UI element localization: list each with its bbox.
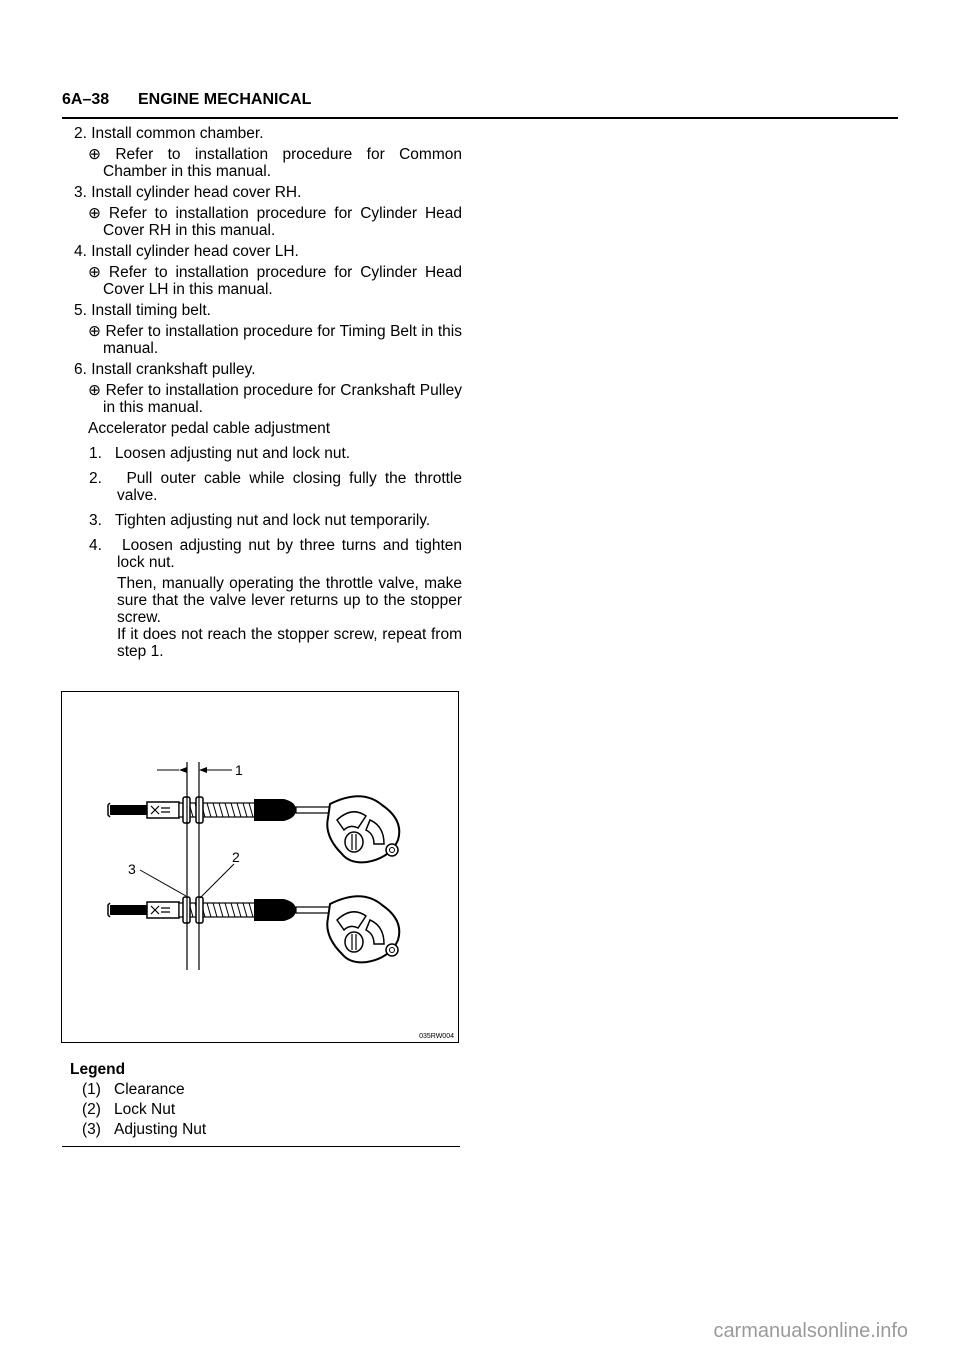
step-3 xyxy=(74,184,462,239)
step-text: 6. Install crankshaft pulley. xyxy=(74,361,256,378)
legend-label: Adjusting Nut xyxy=(114,1121,207,1138)
step-text: 4. Install cylinder head cover LH. xyxy=(74,243,299,260)
legend-number: (1) xyxy=(82,1081,101,1098)
bullet-text: Refer to installation procedure for Crankshaft Pulley in this manual. xyxy=(103,382,462,416)
procedure-column xyxy=(74,125,462,660)
adjustment-note: Then, manually operating the throttle valve, make sure that the valve lever returns up to the stopper screw. xyxy=(117,575,462,626)
cable-diagram-illustration xyxy=(62,692,458,1042)
figure-id: 035RW004 xyxy=(419,1033,454,1040)
legend-number: (2) xyxy=(82,1101,101,1118)
bullet-icon: ⊕ xyxy=(88,264,101,281)
bullet-icon: ⊕ xyxy=(88,323,101,340)
bullet-icon: ⊕ xyxy=(88,382,101,399)
step-bullet xyxy=(88,205,462,239)
step-5 xyxy=(74,302,462,357)
step-bullet xyxy=(88,382,462,416)
bullet-text: Refer to installation procedure for Cylinder Head Cover RH in this manual. xyxy=(103,205,463,239)
watermark: carmanualsonline.info xyxy=(713,1320,908,1342)
adjustment-item: 2. Pull outer cable while closing fully the throttle valve. xyxy=(89,470,462,504)
bullet-icon: ⊕ xyxy=(88,146,101,163)
bullet-text: Refer to installation procedure for Common Chamber in this manual. xyxy=(103,146,462,180)
legend-label: Lock Nut xyxy=(114,1101,176,1118)
step-bullet xyxy=(88,323,462,357)
legend-item xyxy=(82,1100,206,1120)
bullet-icon: ⊕ xyxy=(88,205,101,222)
adjustment-item: 1. Loosen adjusting nut and lock nut. xyxy=(89,445,351,462)
legend-label: Clearance xyxy=(114,1081,185,1098)
adjustment-item: 3. Tighten adjusting nut and lock nut temporarily. xyxy=(89,512,431,529)
cable-adjustment-figure xyxy=(61,691,459,1043)
legend-item xyxy=(82,1120,206,1140)
page-number: 6A–38 xyxy=(62,91,110,108)
step-2 xyxy=(74,125,462,180)
bullet-text: Refer to installation procedure for Cylinder Head Cover LH in this manual. xyxy=(103,264,463,298)
legend-number: (3) xyxy=(82,1121,101,1138)
step-bullet xyxy=(88,264,462,298)
step-bullet xyxy=(88,146,462,180)
callout-label-1: 1 xyxy=(235,762,243,778)
step-4 xyxy=(74,243,462,298)
legend xyxy=(70,1060,206,1140)
legend-title: Legend xyxy=(70,1061,126,1078)
adjustment-note: If it does not reach the stopper screw, repeat from step 1. xyxy=(117,626,462,660)
step-text: 5. Install timing belt. xyxy=(74,302,211,319)
page-header xyxy=(62,91,898,119)
section-title: ENGINE MECHANICAL xyxy=(138,91,312,108)
adjustment-title: Accelerator pedal cable adjustment xyxy=(88,420,331,437)
callout-label-3: 3 xyxy=(128,861,136,877)
adjustment-item: 4. Loosen adjusting nut by three turns and tighten lock nut. xyxy=(89,537,462,571)
bullet-text: Refer to installation procedure for Timing Belt in this manual. xyxy=(103,323,462,357)
legend-item xyxy=(82,1080,206,1100)
step-6 xyxy=(74,361,462,416)
step-text: 2. Install common chamber. xyxy=(74,125,264,142)
legend-divider xyxy=(62,1146,460,1147)
step-text: 3. Install cylinder head cover RH. xyxy=(74,184,302,201)
callout-label-2: 2 xyxy=(232,849,240,865)
